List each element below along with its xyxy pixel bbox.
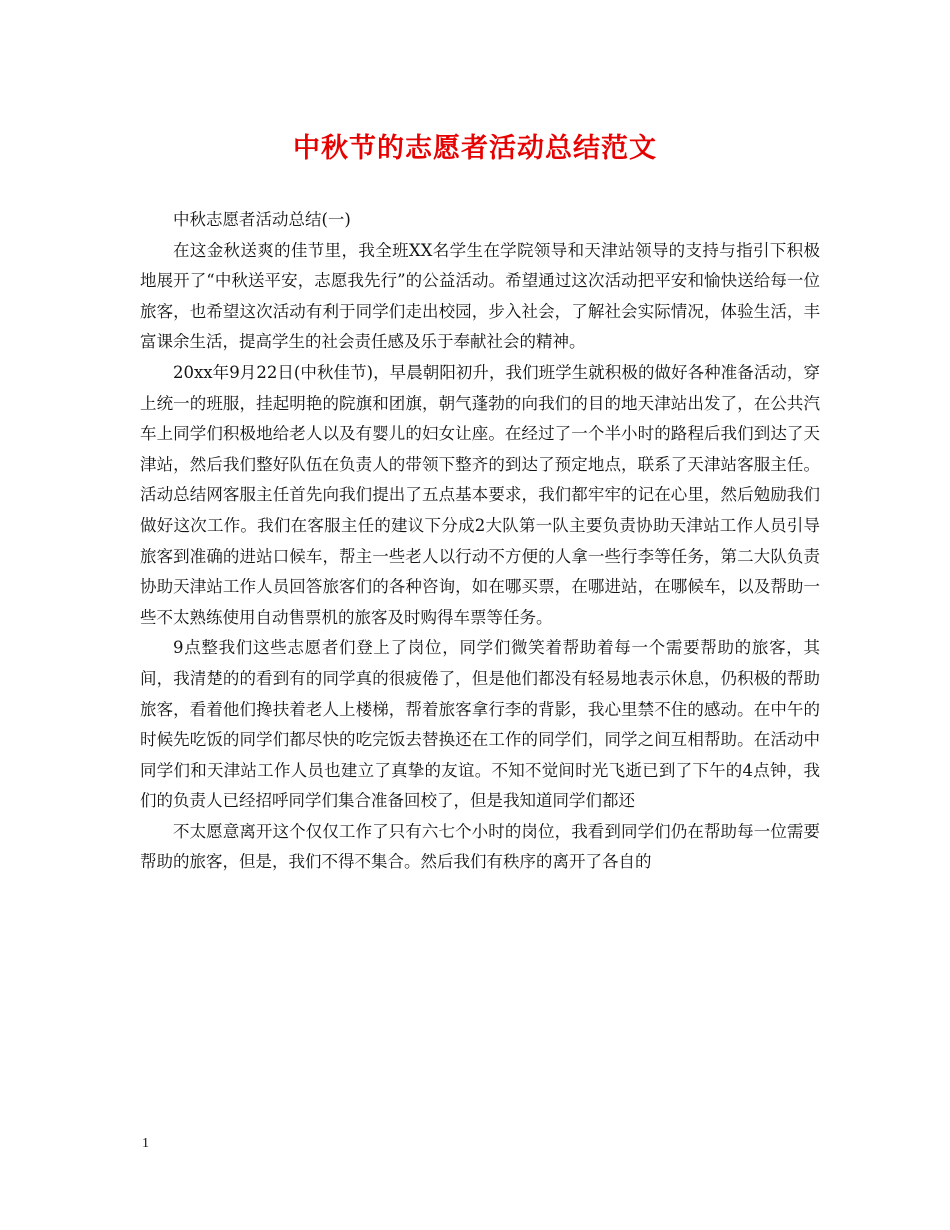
body-paragraph-4: 不太愿意离开这个仅仅工作了只有六七个小时的岗位，我看到同学们仍在帮助每一位需要帮助的旅客，但是，我们不得不集合。然后我们有秩序的离开了各自的	[140, 821, 820, 872]
section-heading: 中秋志愿者活动总结(一)	[173, 210, 351, 229]
body-paragraph-2: 20xx年9月22日(中秋佳节)，早晨朝阳初升，我们班学生就积极的做好各种准备活动，穿上统一的班服，挂起明艳的院旗和团旗，朝气蓬勃的向我们的目的地天津站出发了，在公共汽车上同学们积极地给老人以及有婴儿的妇女让座。在经过了一个半小时的路程后我们到达了天津站，然后我们整好队伍在负责人的带领下整齐的到达了预定地点，联系了天津站客服主任。活动总结网客服主任首先向我们提出了五点基本要求，我们都牢牢的记在心里，然后勉励我们做好这次工作。我们在客服主任的建议下分成2大队第一队主要负责协助天津站工作人员引导旅客到准确的进站口候车，帮主一些老人以行动不方便的人拿一些行李等任务，第二大队负责协助天津站工作人员回答旅客们的各种咨询，如在哪买票，在哪进站，在哪候车，以及帮助一些不太熟练使用自动售票机的旅客及时购得车票等任务。	[140, 362, 820, 627]
body-paragraph-3: 9点整我们这些志愿者们登上了岗位，同学们微笑着帮助着每一个需要帮助的旅客，其间，我清楚的的看到有的同学真的很疲倦了，但是他们都没有轻易地表示休息，仍积极的帮助旅客，看着他们搀扶着老人上楼梯，帮着旅客拿行李的背影，我心里禁不住的感动。在中午的时候先吃饭的同学们都尽快的吃完饭去替换还在工作的同学们，同学之间互相帮助。在活动中同学们和天津站工作人员也建立了真挚的友谊。不知不觉间时光飞逝已到了下午的4点钟，我们的负责人已经招呼同学们集合准备回校了，但是我知道同学们都还	[140, 638, 820, 811]
document-body	[140, 205, 820, 878]
body-paragraph-1: 在这金秋送爽的佳节里，我全班XX名学生在学院领导和天津站领导的支持与指引下积极地展开了“中秋送平安，志愿我先行”的公益活动。希望通过这次活动把平安和愉快送给每一位旅客，也希望这次活动有利于同学们走出校园，步入社会，了解社会实际情况，体验生活，丰富课余生活，提高学生的社会责任感及乐于奉献社会的精神。	[140, 240, 820, 352]
page-number: 1	[142, 1136, 149, 1151]
document-title: 中秋节的志愿者活动总结范文	[293, 133, 657, 164]
